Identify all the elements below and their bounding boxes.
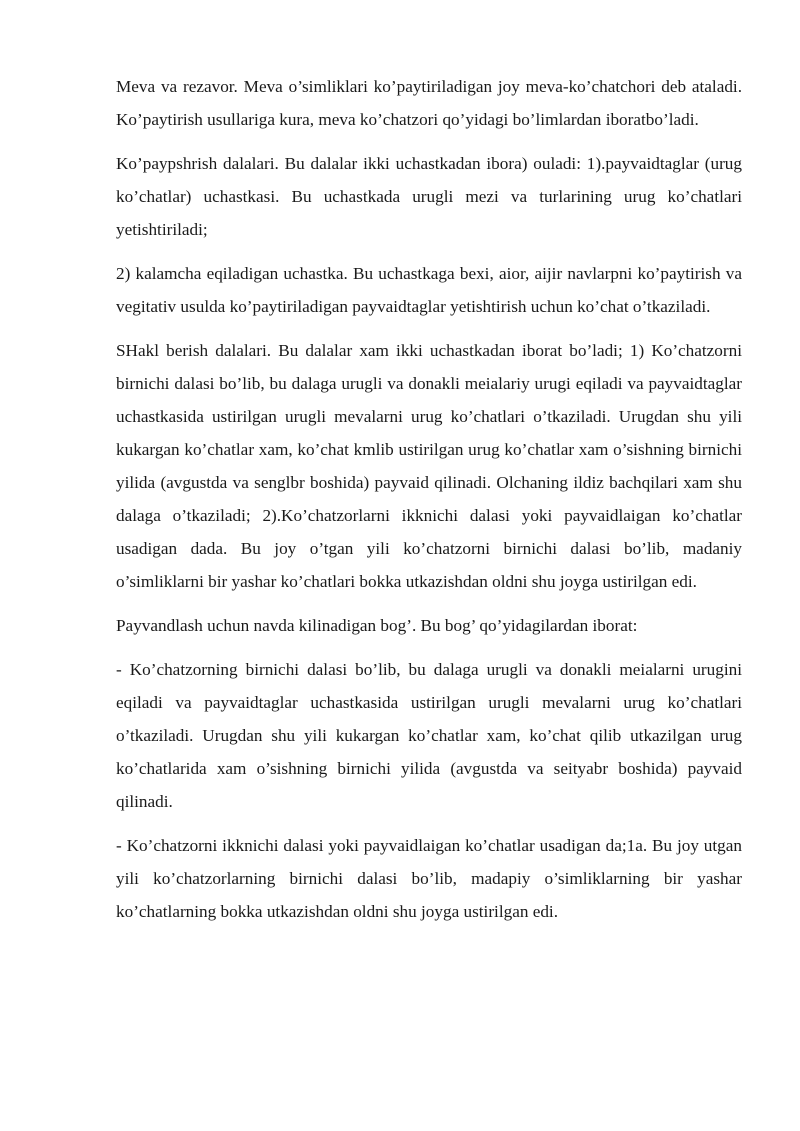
document-page xyxy=(116,70,742,928)
paragraph-grafting-garden: Payvandlash uchun navda kilinadigan bog’. Bu bog’ qo’yidagilardan iborat: xyxy=(116,616,638,635)
paragraph-shaping-fields: SHakl berish dalalari. Bu dalalar xam ikki uchastkadan iborat bo’ladi; 1) Ko’chatzorni birnichi dalasi bo’lib, bu dalaga urugli va donakli meialariy urugi eqiladi va payvaidtaglar uchastkasida ustirilgan urugli mevalarni urug ko’chatlari o’tkaziladi. Urugdan shu yili kukargan ko’chatlar xam, ko’chat kmlib ustirilgan urug ko’chatlar xam o’sishning birnichi yilida (avgustda va senglbr boshida) payvaid qilinadi. Olchaning ildiz bachqilari xam shu dalaga o’tkaziladi; 2).Ko’chatzorlarni ikknichi dalasi yoki payvaidlaigan ko’chatlar usadigan dada. Bu joy o’tgan yili ko’chatzorni birnichi dalasi bo’lib, madaniy o’simliklarni bir yashar ko’chatlari bokka utkazishdan oldni shu joyga ustirilgan edi. xyxy=(116,341,742,591)
paragraph-propagation-fields: Ko’paypshrish dalalari. Bu dalalar ikki uchastkadan ibora) ouladi: 1).payvaidtaglar (urug ko’chatlar) uchastkasi. Bu uchastkada urugli mezi va turlarining urug ko’chatlari yetishtiriladi; xyxy=(116,154,742,239)
paragraph-intro: Meva va rezavor. Meva o’simliklari ko’paytiriladigan joy meva-ko’chatchori deb ataladi. Ko’paytirish usullariga kura, meva ko’chatzori qo’yidagi bo’limlardan iboratbo’ladi. xyxy=(116,77,742,129)
paragraph-cuttings-plot: 2) kalamcha eqiladigan uchastka. Bu uchastkaga bexi, aior, aijir navlarpni ko’paytirish va vegitativ usulda ko’paytiriladigan payvaidtaglar yetishtirish uchun ko’chat o’tkaziladi. xyxy=(116,264,742,316)
paragraph-first-field-item: - Ko’chatzorning birnichi dalasi bo’lib, bu dalaga urugli va donakli meialarni urugini eqiladi va payvaidtaglar uchastkasida ustirilgan urugli mevalarni urug ko’chatlari o’tkaziladi. Urugdan shu yili kukargan ko’chatlar xam, ko’chat qilib utkazilgan urug ko’chatlarida xam o’sishning birnichi yilida (avgustda va seityabr boshida) payvaid qilinadi. xyxy=(116,660,742,811)
paragraph-second-field-item: - Ko’chatzorni ikknichi dalasi yoki payvaidlaigan ko’chatlar usadigan da;1a. Bu joy utgan yili ko’chatzorlarning birnichi dalasi bo’lib, madapiy o’simliklarning bir yashar ko’chatlarning bokka utkazishdan oldni shu joyga ustirilgan edi. xyxy=(116,836,742,921)
